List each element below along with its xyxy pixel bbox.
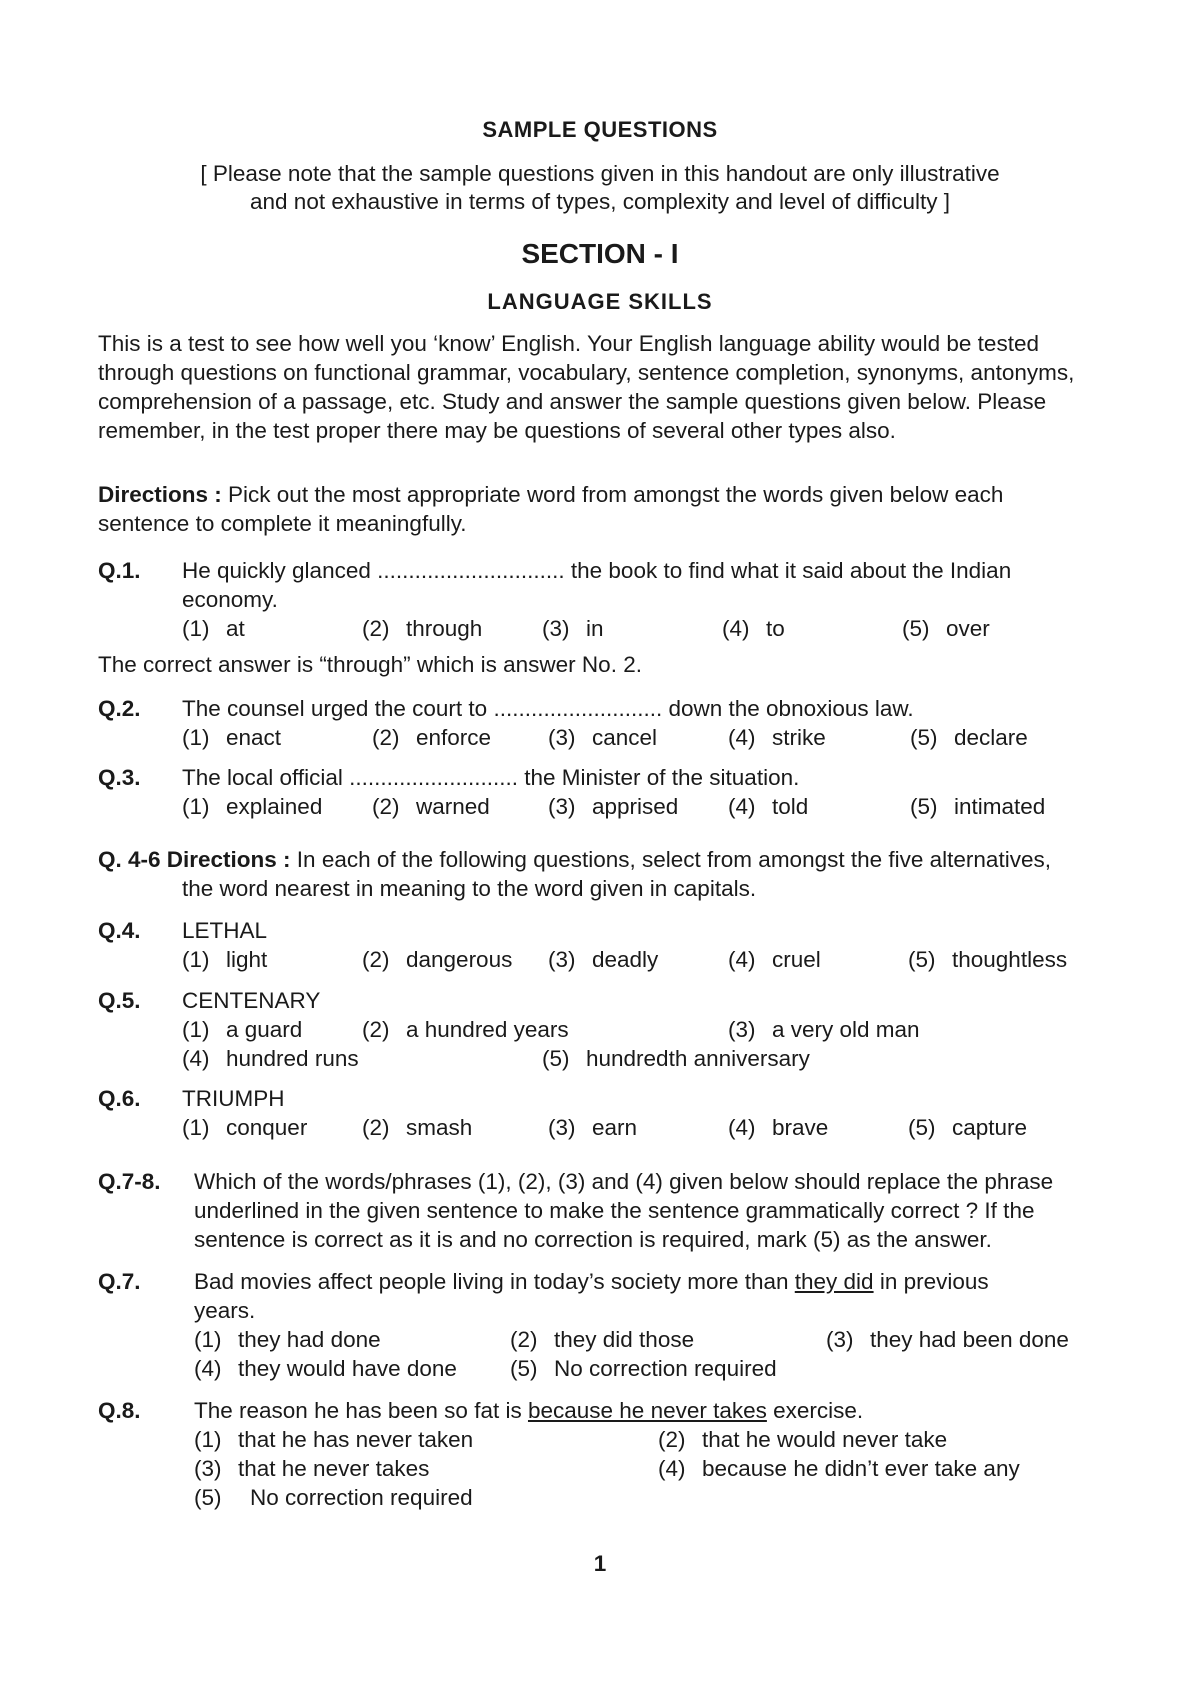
option: (2) a hundred years xyxy=(362,1017,569,1042)
note-line-2: and not exhaustive in terms of types, complexity and level of difficulty ] xyxy=(250,189,950,214)
option: (1) they had done xyxy=(194,1327,381,1352)
option: (1) light xyxy=(182,947,268,972)
directions-2-line-2: the word nearest in meaning to the word given in capitals. xyxy=(182,876,757,901)
question-number: Q.7-8. xyxy=(98,1169,161,1194)
directions-label: Q. 4-6 Directions : xyxy=(98,847,291,872)
option: (1) at xyxy=(182,616,245,641)
option: (4) hundred runs xyxy=(182,1046,359,1071)
note-line-1: [ Please note that the sample questions given in this handout are only illustrative xyxy=(200,161,1000,186)
question-text: years. xyxy=(194,1298,256,1323)
option: (2) they did those xyxy=(510,1327,695,1352)
page-title: SAMPLE QUESTIONS xyxy=(482,117,718,142)
directions-2-line-1 xyxy=(98,846,1051,874)
intro-line-1: This is a test to see how well you ‘know’ English. Your English language ability would be tested xyxy=(98,331,1039,356)
option: (3) deadly xyxy=(548,947,659,972)
directions-1-line-2: sentence to complete it meaningfully. xyxy=(98,511,467,536)
question-text: Bad movies affect people living in today’s society more than they did in previous xyxy=(194,1269,989,1294)
option: (5) over xyxy=(902,616,990,641)
option: (5) No correction required xyxy=(194,1485,473,1510)
option: (2) enforce xyxy=(372,725,492,750)
question-text: economy. xyxy=(182,587,278,612)
question-text: The local official ........................... the Minister of the situation. xyxy=(182,765,800,790)
option: (3) apprised xyxy=(548,794,679,819)
section-subtitle: LANGUAGE SKILLS xyxy=(487,289,713,314)
option: (4) to xyxy=(722,616,785,641)
option: (1) conquer xyxy=(182,1115,308,1140)
option: (1) a guard xyxy=(182,1017,303,1042)
underlined-phrase: they did xyxy=(794,1269,874,1294)
answer-note: The correct answer is “through” which is answer No. 2. xyxy=(98,652,642,677)
directions-3-line-1: Which of the words/phrases (1), (2), (3) and (4) given below should replace the phrase xyxy=(194,1169,1054,1194)
directions-label: Directions : xyxy=(98,482,222,507)
question-text: The reason he has been so fat is because he never takes exercise. xyxy=(194,1398,864,1423)
question-number: Q.2. xyxy=(98,696,141,721)
option: (5) hundredth anniversary xyxy=(542,1046,810,1071)
directions-1-line-1 xyxy=(98,481,1003,509)
question-word: TRIUMPH xyxy=(182,1086,285,1111)
option: (1) that he has never taken xyxy=(194,1427,474,1452)
directions-text: Pick out the most appropriate word from amongst the words given below each xyxy=(221,482,1004,507)
option: (5) declare xyxy=(910,725,1028,750)
option: (4) strike xyxy=(728,725,826,750)
question-number: Q.6. xyxy=(98,1086,141,1111)
page-number: 1 xyxy=(593,1551,607,1576)
option: (3) cancel xyxy=(548,725,658,750)
question-word: LETHAL xyxy=(182,918,268,943)
option: (4) told xyxy=(728,794,809,819)
option: (4) because he didn’t ever take any xyxy=(658,1456,1020,1481)
option: (4) they would have done xyxy=(194,1356,457,1381)
option: (3) in xyxy=(542,616,604,641)
option: (4) brave xyxy=(728,1115,829,1140)
option: (5) intimated xyxy=(910,794,1046,819)
section-title: SECTION - I xyxy=(521,238,679,269)
option: (1) explained xyxy=(182,794,323,819)
option: (2) dangerous xyxy=(362,947,513,972)
option: (1) enact xyxy=(182,725,282,750)
question-number: Q.1. xyxy=(98,558,141,583)
directions-text: In each of the following questions, select from amongst the five alternatives, xyxy=(290,847,1051,872)
intro-line-3: comprehension of a passage, etc. Study and answer the sample questions given below. Please xyxy=(98,389,1047,414)
option: (3) earn xyxy=(548,1115,638,1140)
question-number: Q.3. xyxy=(98,765,141,790)
option: (4) cruel xyxy=(728,947,821,972)
option: (3) they had been done xyxy=(826,1327,1069,1352)
option: (5) capture xyxy=(908,1115,1028,1140)
question-word: CENTENARY xyxy=(182,988,321,1013)
question-number: Q.4. xyxy=(98,918,141,943)
question-text: He quickly glanced .............................. the book to find what it said about the Indian xyxy=(182,558,1012,583)
underlined-phrase: because he never takes xyxy=(527,1398,767,1423)
option: (2) through xyxy=(362,616,483,641)
question-number: Q.7. xyxy=(98,1269,141,1294)
directions-3-line-2: underlined in the given sentence to make the sentence grammatically correct ? If the xyxy=(194,1198,1035,1223)
option: (2) that he would never take xyxy=(658,1427,948,1452)
option: (5) No correction required xyxy=(510,1356,777,1381)
option: (5) thoughtless xyxy=(908,947,1068,972)
intro-line-2: through questions on functional grammar, vocabulary, sentence completion, synonyms, antonyms, xyxy=(98,360,1075,385)
option: (2) smash xyxy=(362,1115,473,1140)
option: (2) warned xyxy=(372,794,490,819)
intro-line-4: remember, in the test proper there may be questions of several other types also. xyxy=(98,418,896,443)
option: (3) that he never takes xyxy=(194,1456,430,1481)
question-text: The counsel urged the court to ........................... down the obnoxious law. xyxy=(182,696,914,721)
question-number: Q.5. xyxy=(98,988,141,1013)
question-number: Q.8. xyxy=(98,1398,141,1423)
directions-3-line-3: sentence is correct as it is and no correction is required, mark (5) as the answer. xyxy=(194,1227,992,1252)
option: (3) a very old man xyxy=(728,1017,920,1042)
